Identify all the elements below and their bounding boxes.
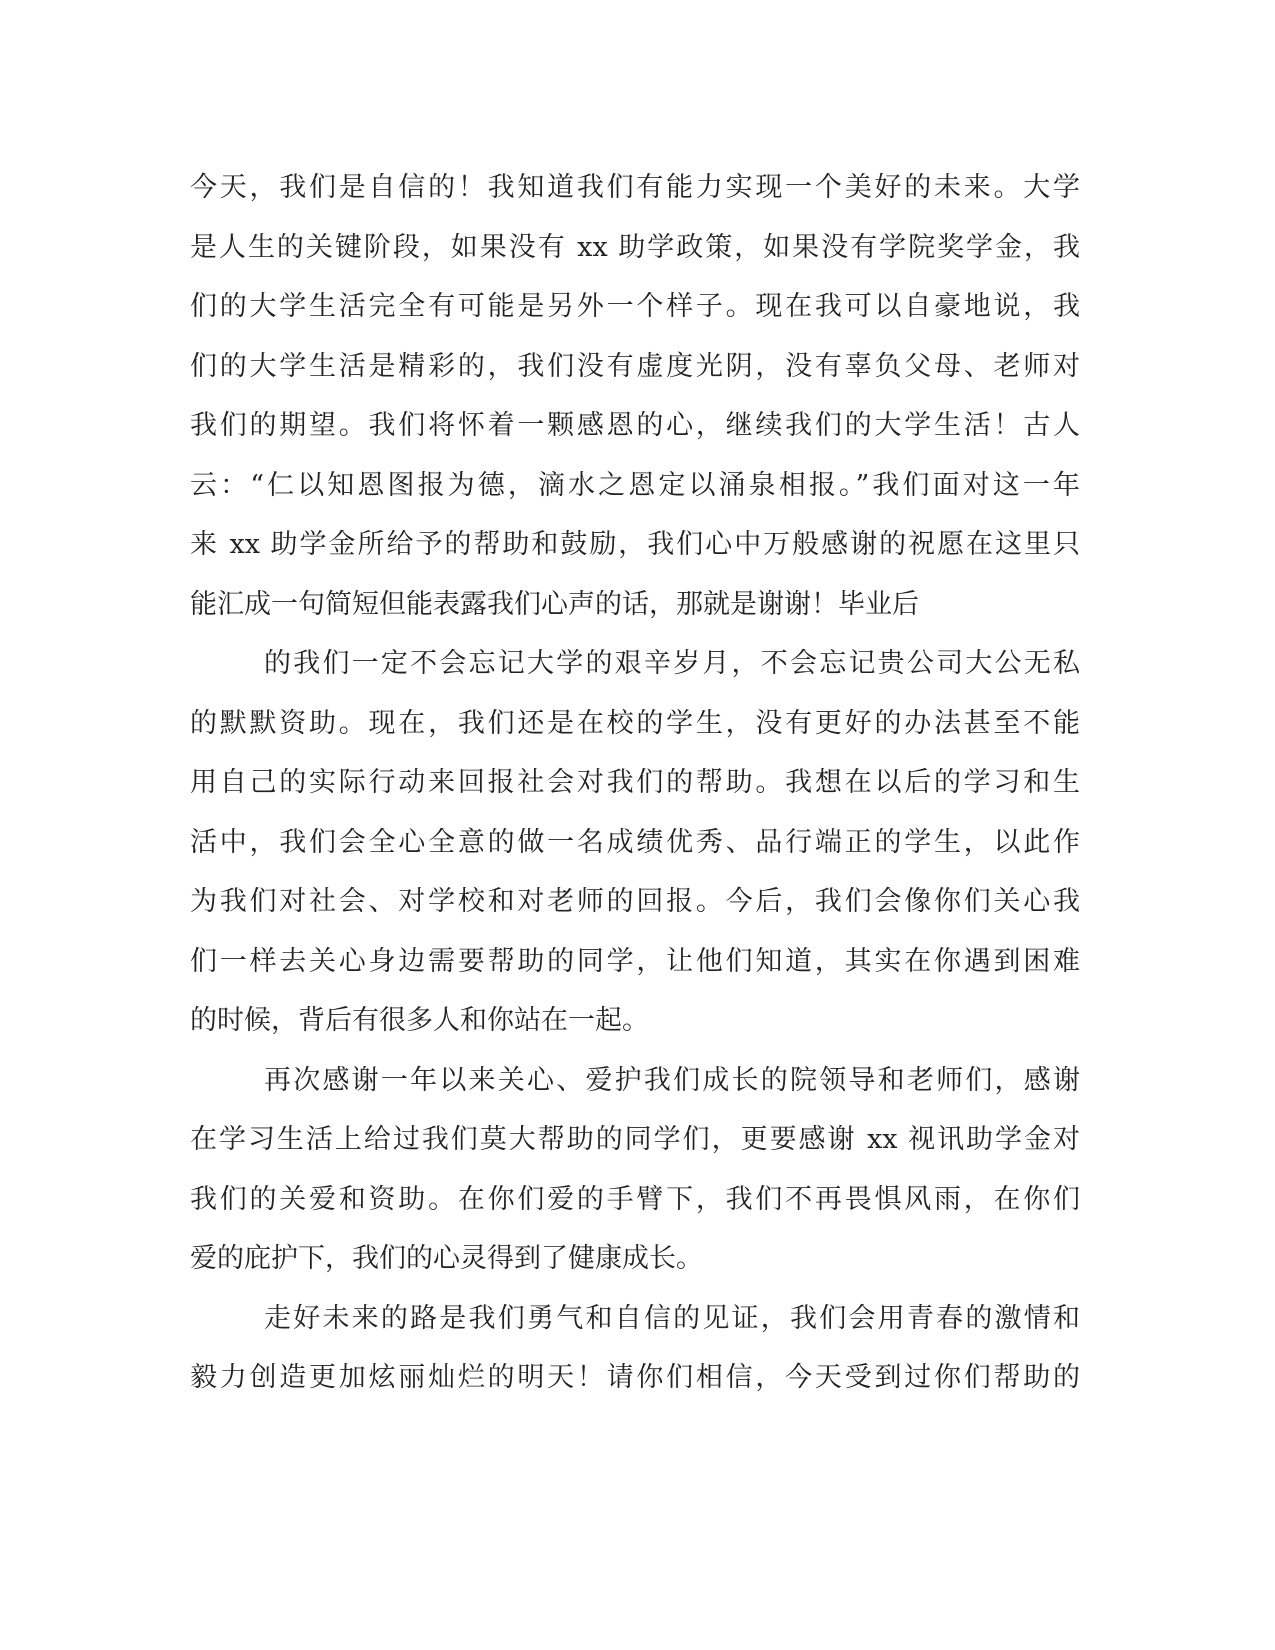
text-line: 的默默资助。现在，我们还是在校的学生，没有更好的办法甚至不能 [190,707,1080,739]
text-line: 是人生的关键阶段，如果没有 xx 助学政策，如果没有学院奖学金，我 [190,231,1080,263]
document-body [190,158,1080,1408]
text-line: 们的大学生活完全有可能是另外一个样子。现在我可以自豪地说，我 [190,291,1080,322]
text-line: 我们的关爱和资助。在你们爱的手臂下，我们不再畏惧风雨，在你们 [190,1183,1080,1215]
text-line: 能汇成一句简短但能表露我们心声的话，那就是谢谢！毕业后 [190,588,919,620]
paragraph-3 [190,1051,1080,1289]
text-line: 云：“仁以知恩图报为德，滴水之恩定以涌泉相报。”我们面对这一年 [190,469,1080,501]
text-line: 我们的期望。我们将怀着一颗感恩的心，继续我们的大学生活！古人 [190,410,1080,441]
text-line: 走好未来的路是我们勇气和自信的见证，我们会用青春的激情和 [264,1302,1080,1334]
text-line: 的我们一定不会忘记大学的艰辛岁月，不会忘记贵公司大公无私 [264,648,1080,679]
text-line: 用自己的实际行动来回报社会对我们的帮助。我想在以后的学习和生 [190,767,1080,798]
text-line: 在学习生活上给过我们莫大帮助的同学们，更要感谢 xx 视讯助学金对 [190,1124,1080,1155]
text-line: 再次感谢一年以来关心、爱护我们成长的院领导和老师们，感谢 [264,1064,1080,1096]
text-line: 爱的庇护下，我们的心灵得到了健康成长。 [190,1243,703,1274]
paragraph-1 [190,158,1080,634]
paragraph-4 [190,1289,1080,1408]
text-line: 们的大学生活是精彩的，我们没有虚度光阴，没有辜负父母、老师对 [190,350,1080,382]
text-line: 的时候，背后有很多人和你站在一起。 [190,1005,649,1036]
text-line: 为我们对社会、对学校和对老师的回报。今后，我们会像你们关心我 [190,886,1080,917]
text-line: 活中，我们会全心全意的做一名成绩优秀、品行端正的学生，以此作 [190,826,1080,858]
text-line: 毅力创造更加炫丽灿烂的明天！请你们相信，今天受到过你们帮助的 [190,1362,1080,1393]
text-line: 今天，我们是自信的！我知道我们有能力实现一个美好的未来。大学 [190,172,1080,203]
text-line: 们一样去关心身边需要帮助的同学，让他们知道，其实在你遇到困难 [190,945,1080,977]
text-line: 来 xx 助学金所给予的帮助和鼓励，我们心中万般感谢的祝愿在这里只 [190,529,1080,560]
paragraph-2 [190,634,1080,1051]
